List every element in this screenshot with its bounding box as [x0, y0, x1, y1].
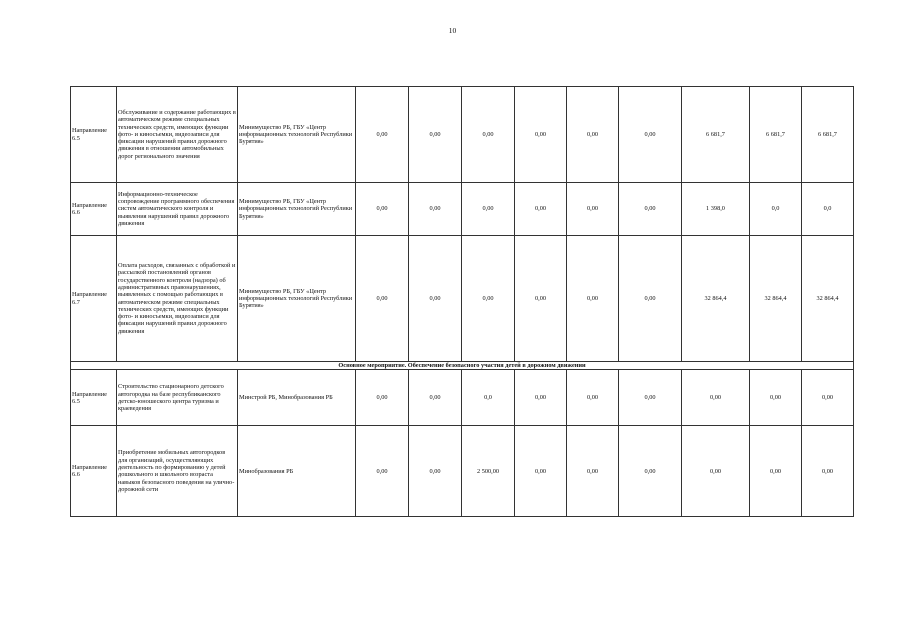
value-cell: 0,00: [409, 236, 462, 362]
budget-table: [70, 86, 854, 517]
row-name: Приобретение мобильных автогородков для организаций, осуществляющих деятельность по формированию у детей дошкольного и школьного возраста навыков безопасного поведения на улично-дорожной сети: [117, 426, 238, 517]
value-cell: 6 681,7: [750, 87, 802, 183]
value-cell: 0,00: [462, 87, 515, 183]
row-name: Обслуживание и содержание работающих в автоматическом режиме специальных технических средств, имеющих функции фото- и киносъемки, видеозаписи для фиксации нарушений правил дорожного движения в отношении автомобильных дорог регионального значения: [117, 87, 238, 183]
value-cell: 0,00: [619, 370, 682, 426]
value-cell: 0,00: [567, 426, 619, 517]
value-cell: 0,00: [750, 426, 802, 517]
value-cell: 0,00: [462, 236, 515, 362]
row-code: Направление 6.7: [71, 236, 117, 362]
value-cell: 0,0: [802, 183, 854, 236]
value-cell: 0,00: [802, 426, 854, 517]
value-cell: 1 398,0: [682, 183, 750, 236]
section-title: Основное мероприятие. Обеспечение безопасного участия детей в дорожном движении: [71, 362, 854, 370]
value-cell: 0,00: [356, 370, 409, 426]
table-row: [71, 370, 854, 426]
value-cell: 32 864,4: [682, 236, 750, 362]
row-executor: Минимущество РБ, ГБУ «Центр информационных технологий Республики Бурятия»: [238, 236, 356, 362]
value-cell: 2 500,00: [462, 426, 515, 517]
row-name: Оплата расходов, связанных с обработкой и рассылкой постановлений органов государственного контроля (надзора) об административных правонарушениях, выявленных с помощью работающих в автоматическом режиме специальных технических средств, имеющих функции фото- и киносъемки, видеозаписи для фиксации нарушений правил дорожного движения: [117, 236, 238, 362]
row-code: Направление 6.6: [71, 426, 117, 517]
value-cell: 0,00: [682, 370, 750, 426]
value-cell: 6 681,7: [802, 87, 854, 183]
section-row: [71, 362, 854, 370]
row-executor: Минобразования РБ: [238, 426, 356, 517]
value-cell: 0,00: [750, 370, 802, 426]
table-row: [71, 236, 854, 362]
page-number: 10: [448, 26, 457, 35]
row-executor: Минимущество РБ, ГБУ «Центр информационных технологий Республики Бурятия»: [238, 87, 356, 183]
value-cell: 0,00: [356, 236, 409, 362]
table-row: [71, 87, 854, 183]
value-cell: 0,00: [515, 426, 567, 517]
table-row: [71, 426, 854, 517]
value-cell: 6 681,7: [682, 87, 750, 183]
row-code: Направление 6.5: [71, 370, 117, 426]
value-cell: 0,00: [356, 87, 409, 183]
row-code: Направление 6.5: [71, 87, 117, 183]
value-cell: 0,00: [462, 183, 515, 236]
value-cell: 0,00: [567, 87, 619, 183]
value-cell: 0,00: [515, 236, 567, 362]
value-cell: 0,0: [750, 183, 802, 236]
value-cell: 0,00: [515, 370, 567, 426]
value-cell: 0,00: [356, 426, 409, 517]
value-cell: 0,00: [515, 87, 567, 183]
value-cell: 0,00: [619, 236, 682, 362]
value-cell: 0,00: [567, 236, 619, 362]
value-cell: 0,00: [409, 87, 462, 183]
value-cell: 0,00: [409, 426, 462, 517]
value-cell: 0,00: [619, 426, 682, 517]
value-cell: 0,00: [682, 426, 750, 517]
row-name: Строительство стационарного детского автогородка на базе республиканского детско-юношеского центра туризма и краеведения: [117, 370, 238, 426]
value-cell: 0,00: [567, 183, 619, 236]
row-executor: Минстрой РБ, Минобразования РБ: [238, 370, 356, 426]
value-cell: 0,00: [409, 183, 462, 236]
value-cell: 32 864,4: [750, 236, 802, 362]
value-cell: 0,00: [567, 370, 619, 426]
value-cell: 32 864,4: [802, 236, 854, 362]
table-row: [71, 183, 854, 236]
value-cell: 0,0: [462, 370, 515, 426]
value-cell: 0,00: [515, 183, 567, 236]
row-executor: Минимущество РБ, ГБУ «Центр информационных технологий Республики Бурятия»: [238, 183, 356, 236]
value-cell: 0,00: [356, 183, 409, 236]
row-name: Информационно-техническое сопровождение программного обеспечения систем автоматического контроля и выявления нарушений правил дорожного движения: [117, 183, 238, 236]
row-code: Направление 6.6: [71, 183, 117, 236]
value-cell: 0,00: [619, 87, 682, 183]
value-cell: 0,00: [409, 370, 462, 426]
value-cell: 0,00: [619, 183, 682, 236]
value-cell: 0,00: [802, 370, 854, 426]
